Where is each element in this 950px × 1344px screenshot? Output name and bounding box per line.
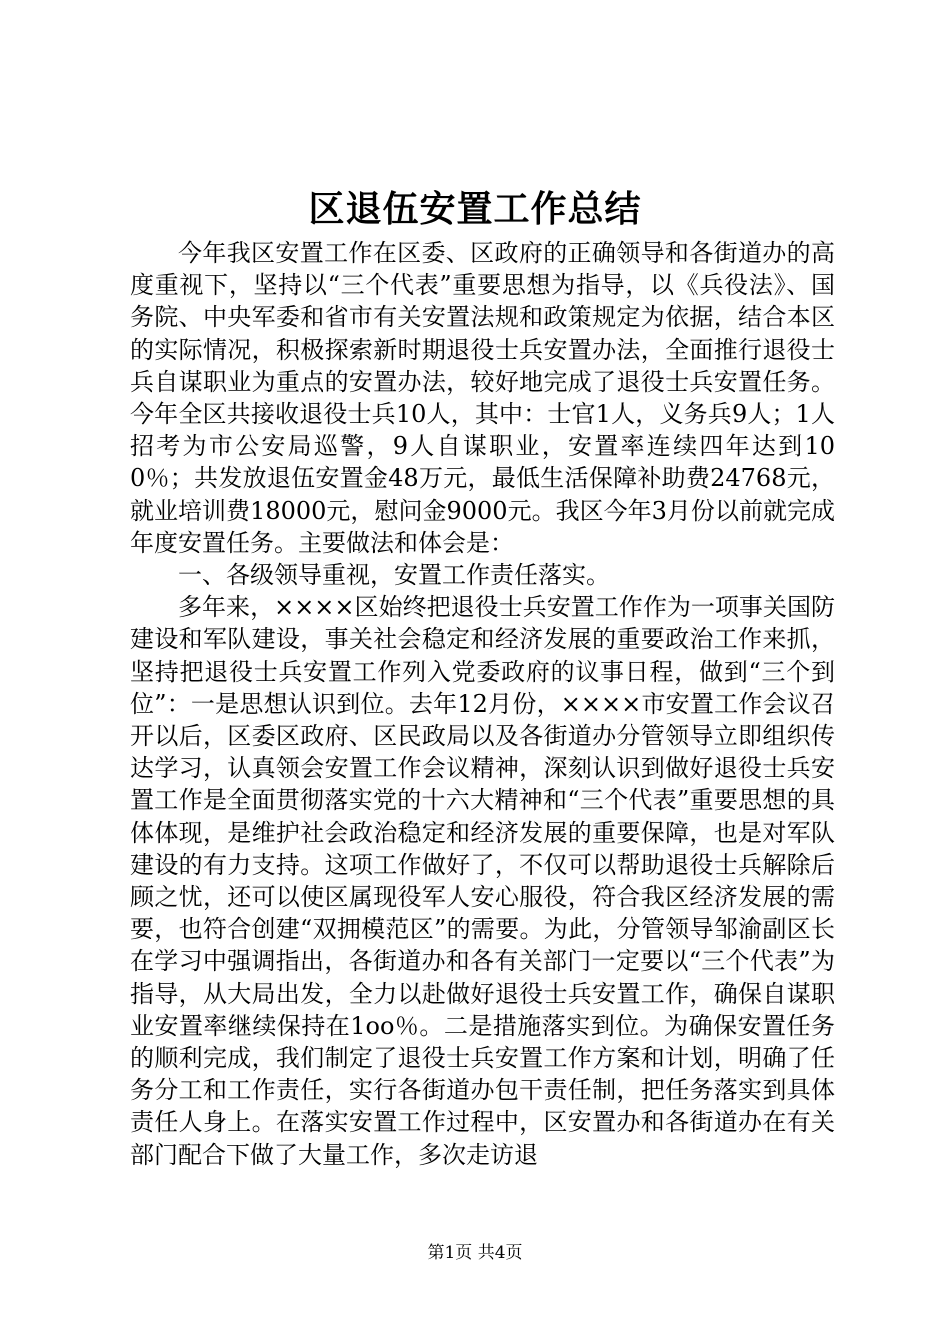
- paragraph-section-1: 多年来，××××区始终把退役士兵安置工作作为一项事关国防建设和军队建设，事关社会稳定和经济发展的重要政治工作来抓，坚持把退役士兵安置工作列入党委政府的议事日程，做到“三个到位”：一是思想认识到位。去年12月份，××××市安置工作会议召开以后，区委区政府、区民政局以及各街道办分管领导立即组织传达学习，认真领会安置工作会议精神，深刻认识到做好退役士兵安置工作是全面贯彻落实党的十六大精神和“三个代表”重要思想的具体体现，是维护社会政治稳定和经济发展的重要保障，也是对军队建设的有力支持。这项工作做好了，不仅可以帮助退役士兵解除后顾之忧，还可以使区属现役军人安心服役，符合我区经济发展的需要，也符合创建“双拥模范区”的需要。为此，分管领导邹渝副区长在学习中强调指出，各街道办和各有关部门一定要以“三个代表”为指导，从大局出发，全力以赴做好退役士兵安置工作，确保自谋职业安置率继续保持在1oo％。二是措施落实到位。为确保安置任务的顺利完成，我们制定了退役士兵安置工作方案和计划，明确了任务分工和工作责任，实行各街道办包干责任制，把任务落实到具体责任人身上。在落实安置工作过程中，区安置办和各街道办在有关部门配合下做了大量工作，多次走访退: [130, 593, 835, 1169]
- document-body: [130, 237, 835, 1171]
- page-footer: 第1页 共4页: [427, 1243, 523, 1263]
- section-heading-1: 一、各级领导重视，安置工作责任落实。: [178, 561, 610, 590]
- document-title: 区退伍安置工作总结: [308, 188, 642, 230]
- paragraph-intro: 今年我区安置工作在区委、区政府的正确领导和各街道办的高度重视下，坚持以“三个代表”重要思想为指导，以《兵役法》、国务院、中央军委和省市有关安置法规和政策规定为依据，结合本区的实际情况，积极探索新时期退役士兵安置办法，全面推行退役士兵自谋职业为重点的安置办法，较好地完成了退役士兵安置任务。今年全区共接收退役士兵10人，其中：士官1人，义务兵9人；1人招考为市公安局巡警，9人自谋职业，安置率连续四年达到100％；共发放退伍安置金48万元，最低生活保障补助费24768元，就业培训费18000元，慰问金9000元。我区今年3月份以前就完成年度安置任务。主要做法和体会是：: [130, 239, 835, 557]
